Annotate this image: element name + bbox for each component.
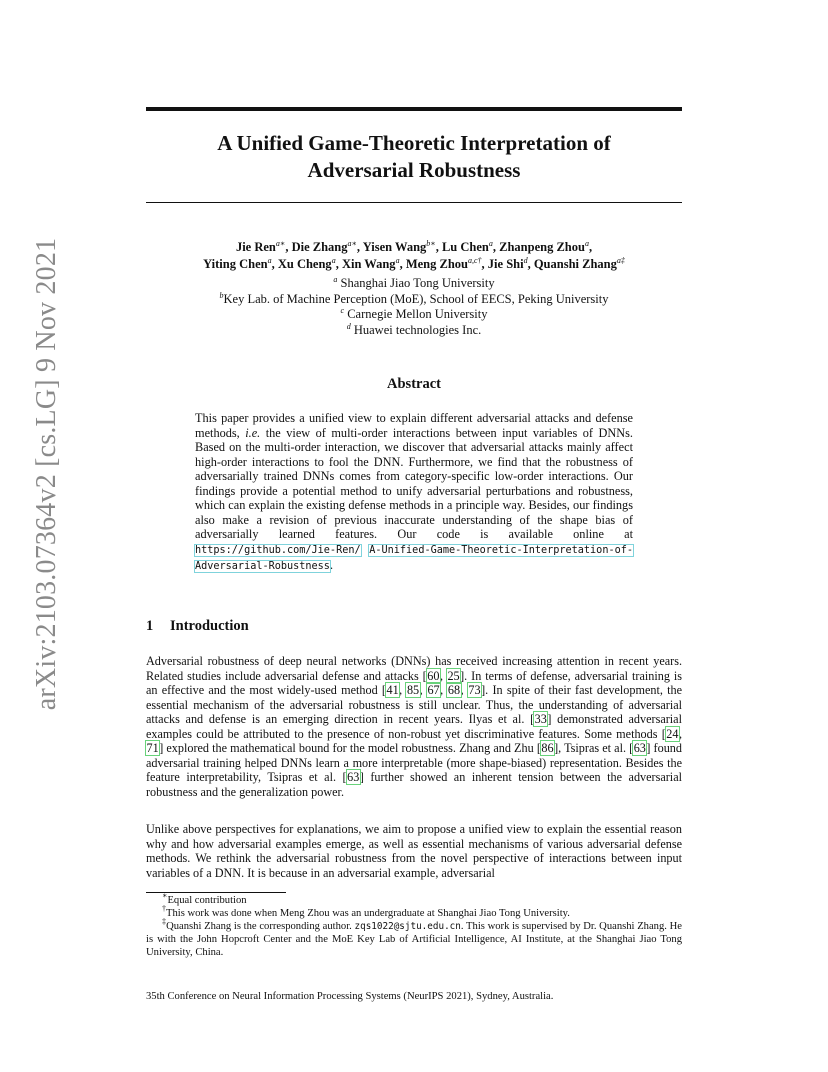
section-heading	[146, 618, 249, 635]
author-name: Jie Shi	[487, 257, 524, 271]
paragraph-text: ,	[419, 683, 427, 697]
intro-paragraph-1	[146, 654, 682, 799]
author-email: zqs1022@sjtu.edu.cn	[354, 921, 461, 932]
footnote-text: This work was done when Meng Zhou was an undergraduate at Shanghai Jiao Tong University.	[166, 908, 570, 919]
footnote-mark: ‡	[162, 917, 167, 926]
footnote-text: Equal contribution	[167, 895, 247, 906]
citation-link[interactable]: 68	[447, 683, 461, 697]
affiliation-text: Huawei technologies Inc.	[350, 322, 482, 337]
author-sup: a	[331, 256, 336, 265]
author-sup: a∗	[347, 239, 357, 248]
affiliation-sup: c	[340, 306, 345, 315]
footnote-text: . This work is supervised by Dr. Quanshi Zhang. He is with the John Hopcroft Center and the MoE Key Lab of Artificial Intelligence, AI Institute, at the Shanghai Jiao Tong University, China.	[146, 921, 682, 958]
author-sup: a	[488, 239, 493, 248]
citation-link[interactable]: 60	[427, 668, 440, 683]
author-sup: a‡	[616, 256, 625, 265]
author-sup: d	[523, 256, 528, 265]
abstract-body	[195, 411, 633, 575]
paragraph-text: ], Tsipras et al. [	[554, 741, 634, 755]
abstract-text: This paper provides a unified view to explain different adversarial attacks and defense methods,	[195, 411, 633, 440]
section-title: Introduction	[170, 618, 249, 634]
affiliation-text: Shanghai Jiao Tong University	[337, 276, 495, 290]
affiliation-item	[146, 276, 682, 292]
affiliations	[146, 276, 682, 338]
footnote-text: Quanshi Zhang is the corresponding author.	[166, 921, 355, 932]
author-line-2: Yiting Chen$^a$, Xu Cheng$^a$, Xin Wang$^a$, Meng Zhou$^{a,c\dagger}$, Jie Shi$^d$, Quanshi Zhang$^{a\ddagger}$	[203, 256, 625, 271]
footnote-mark: ∗	[162, 891, 168, 900]
citation-link[interactable]: 33	[534, 712, 547, 726]
footnotes	[146, 891, 682, 959]
author-line-1: Jie Ren$^{a∗}$, Die Zhang$^{a∗}$, Yisen Wang$^{b∗}$, Lu Chen$^a$, Zhanpeng Zhou$^a$,	[235, 239, 593, 254]
footnote-mark: †	[162, 904, 166, 913]
citation-link[interactable]: 63	[633, 741, 646, 755]
author-name: Jie Ren	[235, 240, 276, 254]
paragraph-text: ]. In spite of their fast development, the essential mechanism of the adversarial robustness is still unclear. Thus, the understanding of adversarial attacks and defense is an emerging direction in recent years. Ilyas et al. [	[146, 683, 683, 726]
abstract-emphasis: i.e.	[245, 425, 261, 440]
affiliation-sup: a	[333, 275, 338, 284]
author-name: Yiting Chen	[203, 257, 268, 271]
code-link-continued[interactable]: A-Unified-Game-Theoretic-Interpretation-of-Adversarial-Robustness	[195, 544, 633, 572]
paragraph-text: ,	[460, 683, 468, 697]
footnote-equal-contribution	[146, 891, 682, 907]
author-name: Meng Zhou	[405, 257, 468, 271]
citation-link[interactable]: 41	[386, 683, 399, 697]
title-top-rule	[146, 107, 682, 111]
paper-title	[146, 130, 682, 184]
paragraph-text: ,	[678, 726, 682, 741]
affiliation-sup: b	[219, 290, 224, 300]
author-name: Lu Chen	[441, 240, 489, 254]
title-line-1: A Unified Game-Theoretic Interpretation of	[217, 131, 611, 155]
footnote-work-note	[146, 904, 682, 920]
citation-link[interactable]: 85	[406, 683, 420, 697]
paragraph-text: ] demonstrated adversarial examples could be attributed to the presence of non-robust yet discriminative features. Some methods [	[146, 712, 682, 741]
footnote-corresponding-author	[146, 917, 682, 959]
author-name: Xin Wang	[341, 257, 396, 271]
citation-link[interactable]: 71	[146, 741, 159, 755]
title-line-2: Adversarial Robustness	[307, 158, 521, 182]
paragraph-text: ,	[399, 683, 407, 697]
author-sup: b∗	[426, 239, 436, 248]
author-name: Die Zhang	[291, 240, 348, 254]
arxiv-stamp: arXiv:2103.07364v2 [cs.LG] 9 Nov 2021	[31, 237, 62, 711]
author-name: Quanshi Zhang	[533, 257, 617, 271]
author-sup: a∗	[275, 239, 286, 248]
affiliation-item	[146, 307, 682, 323]
citation-link[interactable]: 24	[666, 726, 679, 741]
citation-link[interactable]: 63	[347, 770, 360, 784]
code-link[interactable]: https://github.com/Jie-Ren/	[195, 544, 361, 556]
abstract-text: the view of multi-order interactions between input variables of DNNs. Based on the multi-order interaction, we discover that adversarial attacks mainly affect high-order interactions to fool the DNN. Furthermore, we find that the robustness of adversarially trained DNNs comes from category-specific low-order interactions. Our findings provide a potential method to unify adversarial perturbations and robustness, which can explain the existing defense methods in a principle way. Besides, our findings also make a revision of previous inaccurate understanding of the shape bias of adversarially learned features. Our code is available online at	[195, 425, 633, 541]
paragraph-text: Adversarial robustness of deep neural networks (DNNs) has received increasing attention in recent years. Related studies include adversarial defense and attacks [	[146, 654, 682, 683]
citation-link[interactable]: 67	[427, 683, 440, 697]
paragraph-text: ,	[440, 683, 448, 697]
paragraph-text: ] further showed an inherent tension between the adversarial robustness and the generalization power.	[146, 770, 682, 799]
affiliation-text: Carnegie Mellon University	[344, 307, 488, 321]
author-sup: a	[395, 256, 400, 265]
abstract-heading: Abstract	[387, 376, 441, 392]
author-name: Yisen Wang	[362, 240, 427, 254]
affiliation-text: Key Lab. of Machine Perception (MoE), School of EECS, Peking University	[223, 291, 609, 306]
intro-paragraph-2: Unlike above perspectives for explanations, we aim to propose a unified view to explain the essential reason why and how adversarial examples emerge, as well as essential mechanisms of various adversarial defense methods. We rethink the adversarial robustness from the novel perspective of interactions between input variables of a DNN. It is because in an adversarial example, adversarial	[146, 822, 682, 880]
section-number: 1	[146, 618, 154, 634]
author-name: Xu Cheng	[277, 257, 332, 271]
title-bottom-rule	[146, 202, 682, 203]
citation-link[interactable]: 25	[447, 668, 460, 683]
affiliation-sup: d	[346, 321, 351, 331]
author-sup: a,c†	[467, 256, 482, 265]
author-list	[140, 239, 688, 273]
author-sup: a	[267, 256, 272, 265]
citation-link[interactable]: 73	[468, 683, 481, 697]
author-sup: a	[584, 239, 589, 248]
paragraph-text: ]. In terms of defense, adversarial training is an effective and the most widely-used method [	[146, 668, 682, 697]
affiliation-item	[146, 323, 682, 339]
paragraph-text: ,	[439, 668, 447, 683]
author-name: Zhanpeng Zhou	[499, 240, 585, 254]
affiliation-item	[146, 292, 682, 308]
citation-link[interactable]: 86	[541, 741, 554, 755]
conference-footer: 35th Conference on Neural Information Processing Systems (NeurIPS 2021), Sydney, Australia.	[146, 991, 554, 1002]
paragraph-text: ] found adversarial training helped DNNs learn a more interpretable (more shape-biased) representation. Besides the feature interpretability, Tsipras et al. [	[146, 741, 682, 784]
paragraph-text: ] explored the mathematical bound for the model robustness. Zhang and Zhu [	[159, 741, 541, 755]
abstract-end: .	[329, 558, 334, 572]
